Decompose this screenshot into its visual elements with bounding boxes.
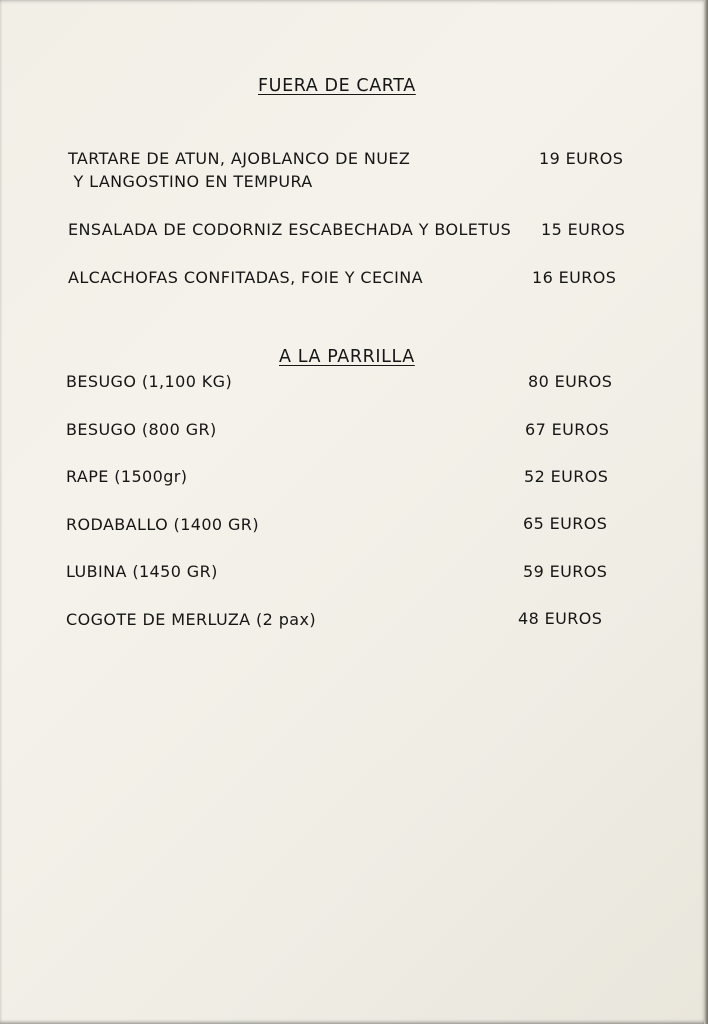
menu-item-price: 16 EUROS bbox=[532, 268, 617, 287]
menu-item-name: RODABALLO (1400 GR) bbox=[66, 515, 259, 534]
menu-item-name: ENSALADA DE CODORNIZ ESCABECHADA Y BOLETUS bbox=[68, 220, 512, 239]
menu-item-name: COGOTE DE MERLUZA (2 pax) bbox=[66, 610, 316, 629]
menu-item-name: TARTARE DE ATUN, AJOBLANCO DE NUEZ Y LANGOSTINO EN TEMPURA bbox=[68, 149, 411, 191]
menu-item-price: 59 EUROS bbox=[523, 562, 608, 581]
page-edge-shadow bbox=[704, 0, 708, 1024]
menu-item-price: 15 EUROS bbox=[541, 220, 626, 239]
menu-item-name: BESUGO (800 GR) bbox=[66, 420, 217, 439]
menu-item-price: 80 EUROS bbox=[528, 372, 613, 391]
menu-item-price: 67 EUROS bbox=[525, 420, 610, 439]
menu-item-price: 65 EUROS bbox=[523, 514, 608, 533]
menu-item-name: ALCACHOFAS CONFITADAS, FOIE Y CECINA bbox=[68, 268, 423, 287]
menu-item-price: 52 EUROS bbox=[524, 467, 609, 486]
section-title-fuera-de-carta: FUERA DE CARTA bbox=[258, 76, 416, 96]
menu-item-price: 19 EUROS bbox=[539, 149, 624, 168]
menu-item-name: LUBINA (1450 GR) bbox=[66, 562, 218, 581]
menu-item-price: 48 EUROS bbox=[518, 609, 603, 628]
menu-item-name: BESUGO (1,100 KG) bbox=[66, 372, 233, 391]
menu-item-name: RAPE (1500gr) bbox=[66, 467, 188, 486]
section-title-a-la-parrilla: A LA PARRILLA bbox=[279, 347, 415, 367]
